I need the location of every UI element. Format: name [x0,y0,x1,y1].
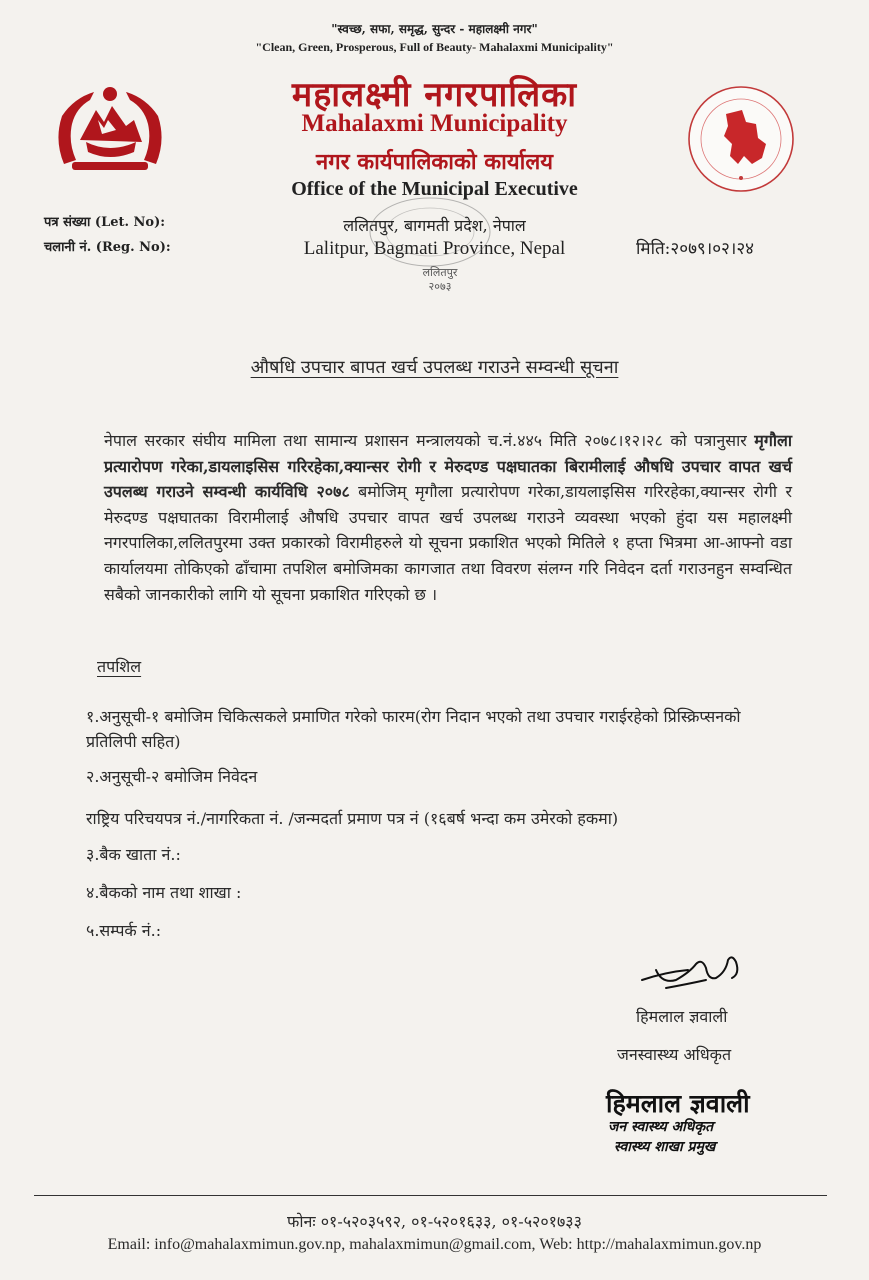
handwritten-signature-icon [636,950,746,1000]
office-title-nepali: नगर कार्यपालिकाको कार्यालय [316,149,553,175]
body-bold-procedure: मृगौला प्रत्यारोपण गरेका,डायलाइसिस गरिरहेका,क्यान्सर रोगी र मेरुदण्ड पक्षघातका बिरामीलाई औषधि उपचार वापत खर्च उपलब्ध गराउने सम्वन्धी कार्यविधि २०७८ [104,431,792,502]
details-item-3: ३.बैक खाता नं.: [86,845,181,864]
details-item-4: ४.बैकको नाम तथा शाखा : [86,883,242,902]
details-item-1: १.अनुसूची-१ बमोजिम चिकित्सकले प्रमाणित गरेको फारम(रोग निदान भएको तथा उपचार गराईरहेको प्रिस्क्रिप्सनको प्रतिलिपी सहित) [86,707,741,751]
signature-stamp-title: जन स्वास्थ्य अधिकृत [608,1119,714,1135]
signatory-name: हिमलाल ज्ञवाली [636,1007,728,1026]
body-part-1: नेपाल सरकार संघीय मामिला तथा सामान्य प्रशासन मन्त्रालयको च.नं.४४५ मिति २०७८।१२।२८ को पत्रानुसार [104,431,755,450]
details-heading: तपशिल [97,657,142,676]
body-part-2: बमोजिम् मृगौला प्रत्यारोपण गरेका,डायलाइसिस गरिरहेका,क्यान्सर रोगी र मेरुदण्ड पक्षघातका विरामीलाई औषधि उपचार वापत खर्च उपलब्ध गराउने व्यवस्था भएको हुंदा यस महालक्ष्मी नगरपालिका,ललितपुरमा उक्त प्रकारको विरामीहरुले यो सूचना प्रकाशित भएको मितिले १ हप्ता भित्रमा आ-आफ्नो वडा कार्यालयमा तोकिएको ढाँचामा तपशिल बमोजिमका कागजात तथा विवरण संलग्न गरि निवेदन दर्ता गराउनहुन सम्वन्धित सबैको जानकारीको लागि यो सूचना प्रकाशित गरिएको छ । [104,482,792,604]
letter-number-label: पत्र संख्या (Let. No): [44,215,166,230]
footer-contact: Email: info@mahalaxmimun.gov.np, mahalaxmimun@gmail.com, Web: http://mahalaxmimun.gov.np [107,1236,762,1253]
stamp-text: ललितपुर २०७३ [422,266,458,293]
notice-body [104,428,792,607]
registration-number-label: चलानी नं. (Reg. No): [44,240,171,255]
signatory-title: जनस्वास्थ्य अधिकृत [617,1045,732,1064]
motto-nepali: "स्वच्छ, सफा, समृद्ध, सुन्दर - महालक्ष्मी नगर" [331,22,538,36]
details-item-5: ५.सम्पर्क नं.: [86,921,162,940]
municipality-title-english: Mahalaxmi Municipality [301,110,568,137]
signature-stamp-department: स्वास्थ्य शाखा प्रमुख [614,1139,716,1155]
letter-date: मिति:२०७९।०२।२४ [636,239,754,259]
footer-divider [34,1195,827,1196]
notice-subject-text: औषधि उपचार बापत खर्च उपलब्ध गराउने सम्वन्धी सूचना [250,357,619,378]
office-title-english: Office of the Municipal Executive [291,178,578,200]
address-nepali: ललितपुर, बागमती प्रदेश, नेपाल [343,216,526,235]
notice-subject [0,355,869,379]
details-item-2-ids: राष्ट्रिय परिचयपत्र नं./नागरिकता नं. /जन्मदर्ता प्रमाण पत्र नं (१६बर्ष भन्दा कम उमेरको हकमा) [86,809,619,828]
details-item-2: २.अनुसूची-२ बमोजिम निवेदन [86,767,258,786]
footer-phone: फोनः ०१-५२०३५९२, ०१-५२०१६३३, ०१-५२०१७३३ [287,1212,582,1231]
motto-english: "Clean, Green, Prosperous, Full of Beauty- Mahalaxmi Municipality" [255,40,614,54]
municipality-title-nepali: महालक्ष्मी नगरपालिका [291,75,578,115]
signature-stamp-name: हिमलाल ज्ञवाली [606,1089,750,1118]
address-english: Lalitpur, Bagmati Province, Nepal [303,238,566,259]
